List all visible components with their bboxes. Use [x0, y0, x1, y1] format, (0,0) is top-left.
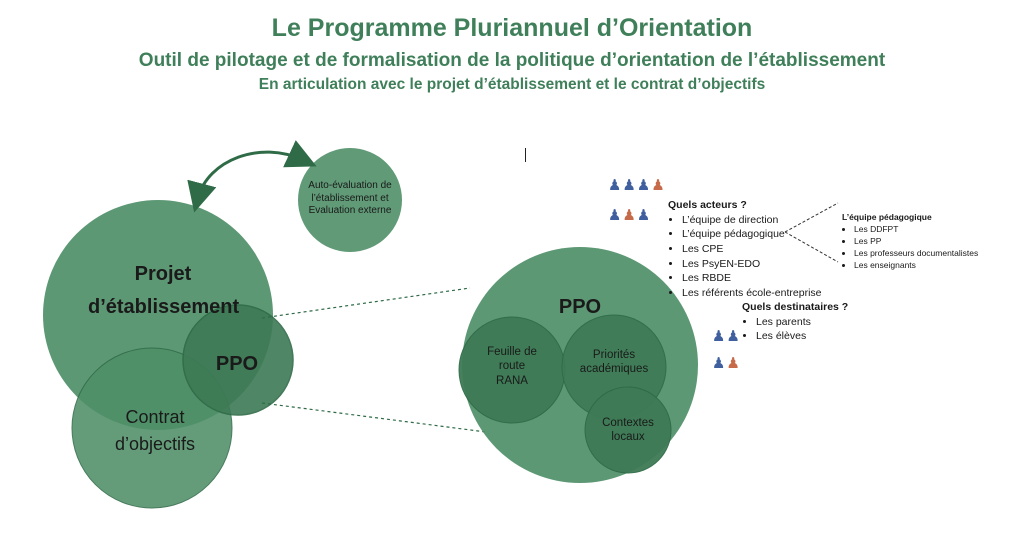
page-title: Le Programme Pluriannuel d’Orientation: [271, 14, 753, 42]
people-icon: ♟♟♟♟: [608, 177, 666, 194]
contrat-label-line2: d’objectifs: [114, 433, 196, 454]
feuille-label-line3: RANA: [496, 374, 528, 387]
equipe-heading: L’équipe pédagogique: [842, 212, 932, 222]
people-icon: ♟♟♟: [608, 207, 652, 224]
auto-label-line3: Evaluation externe: [308, 205, 392, 216]
acteurs-heading: Quels acteurs ?: [668, 199, 747, 211]
zoom-line-bottom: [262, 403, 486, 432]
text-cursor: [525, 148, 526, 162]
projet-label-line2: d’établissement: [88, 296, 240, 318]
feuille-label-line1: Feuille de: [487, 346, 537, 358]
feuille-label-line2: route: [498, 360, 526, 373]
contrat-label: [100, 406, 210, 455]
list-item: • Les référents école-entreprise: [682, 286, 838, 301]
contextes-label: [590, 416, 666, 445]
list-item: • Les RBDE: [682, 271, 838, 286]
ppo-left-label: PPO: [215, 353, 259, 375]
list-item: • L’équipe pédagogique: [682, 227, 838, 242]
auto-label-line2: l’établissement et: [311, 192, 389, 204]
list-item: • Les parents: [756, 315, 872, 330]
projet-label-line1: Projet: [134, 263, 192, 285]
page-subtitle: Outil de pilotage et de formalisation de la politique d’orientation de l’établissement: [138, 50, 886, 71]
list-item: • Les CPE: [682, 242, 838, 257]
acteurs-block: [668, 198, 838, 301]
list-item: • L’équipe de direction: [682, 213, 838, 228]
contrat-label-line1: Contrat: [125, 407, 185, 427]
contextes-label-line2: locaux: [611, 431, 645, 444]
feuille-label: [472, 345, 552, 388]
people-icon: ♟♟: [712, 355, 741, 372]
list-item: • Les PsyEN-EDO: [682, 257, 838, 272]
list-item: • Les enseignants: [854, 260, 1017, 272]
ppo-right-label: PPO: [558, 296, 602, 318]
cycle-arrow: [198, 152, 303, 198]
equipe-block: [842, 212, 1017, 271]
priorites-label-line1: Priorités: [592, 349, 636, 361]
auto-evaluation-label: [300, 180, 400, 218]
destinataires-list: [742, 315, 872, 344]
equipe-list: [842, 224, 1017, 272]
list-item: • Les DDFPT: [854, 224, 1017, 236]
zoom-line-top: [262, 288, 470, 318]
people-icon: ♟♟: [712, 328, 741, 345]
projet-label: [88, 262, 238, 320]
priorites-label-line2: académiques: [579, 363, 649, 376]
list-item: • Les PP: [854, 236, 1017, 248]
list-item: • Les élèves: [756, 329, 872, 344]
destinataires-block: [742, 300, 872, 344]
page-subtitle-2: En articulation avec le projet d’établissement et le contrat d’objectifs: [258, 76, 766, 93]
acteurs-list: [668, 213, 838, 301]
auto-label-line1: Auto-évaluation de: [308, 180, 392, 191]
priorites-label: [570, 348, 658, 377]
destinataires-heading: Quels destinataires ?: [742, 301, 849, 313]
contextes-label-line1: Contextes: [602, 417, 654, 429]
list-item: • Les professeurs documentalistes: [854, 248, 1017, 260]
